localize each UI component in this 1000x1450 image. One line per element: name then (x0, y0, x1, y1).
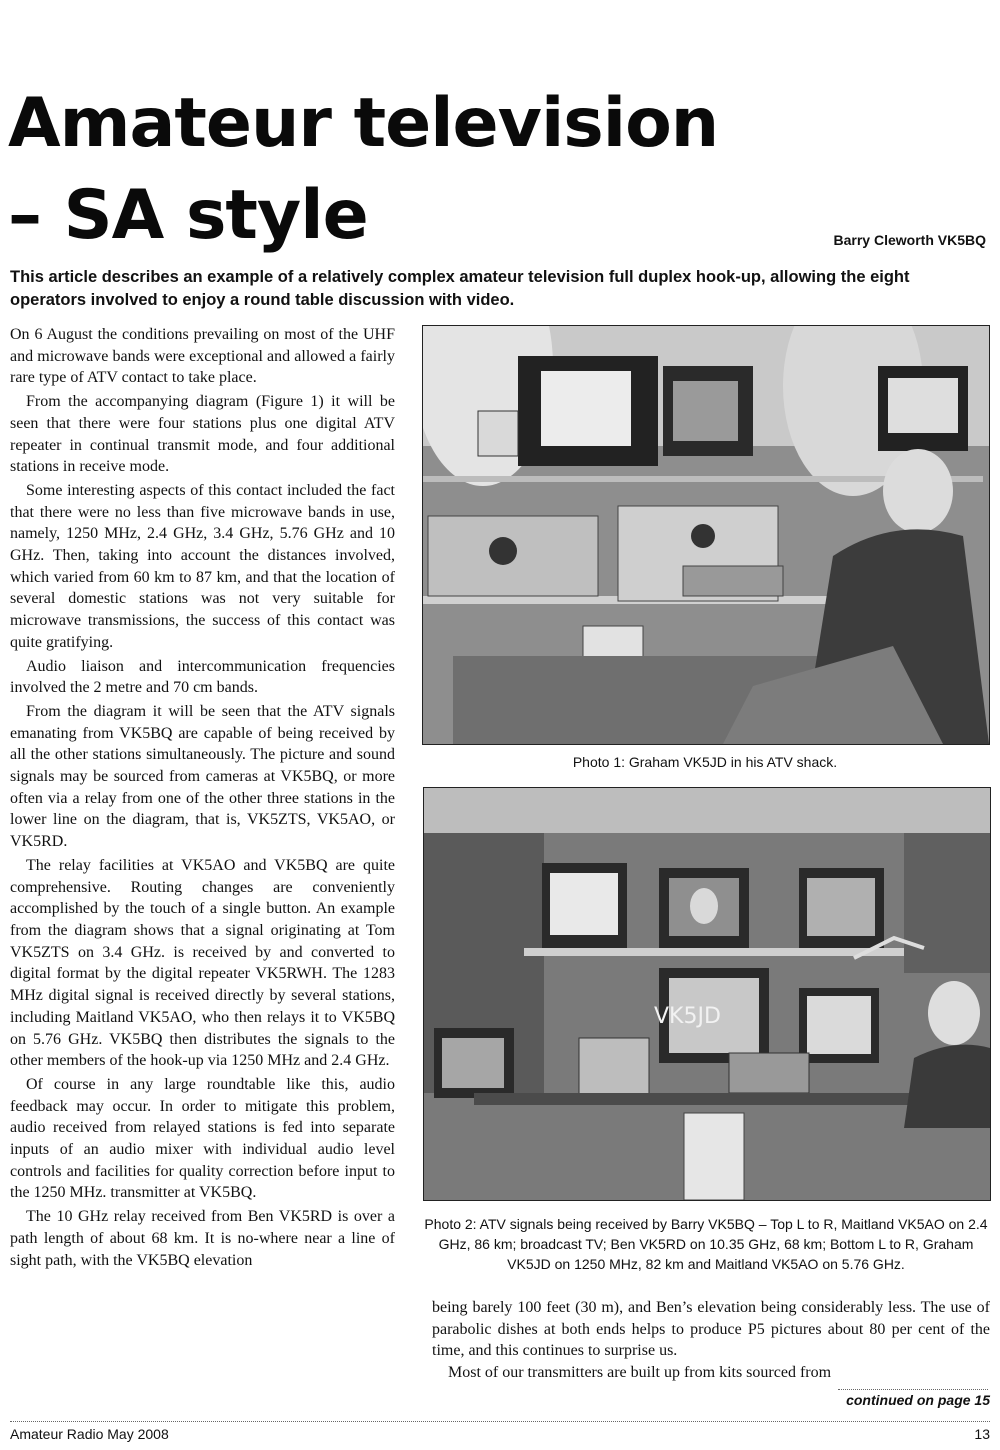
footer-rule (10, 1421, 990, 1422)
body-paragraph: Some interesting aspects of this contact included the fact that there were no less than five microwave bands in use, namely, 1250 MHz, 2.4 GHz, 3.4 GHz, 5.76 GHz and 10 GHz. Then, taking into account the distances involved, which varied from 60 km to 87 km, and that the location of several domestic stations was not very suitable for microwave transmissions, the success of this contact was quite gratifying. (10, 481, 395, 651)
continued-rule (838, 1389, 988, 1390)
photo-1-caption: Photo 1: Graham VK5JD in his ATV shack. (572, 754, 838, 770)
page-number: 13 (974, 1426, 990, 1442)
body-column-left (10, 324, 395, 1273)
photo-1 (422, 325, 990, 745)
body-paragraph: The 10 GHz relay received from Ben VK5RD is over a path length of about 68 km. It is no-where near a line of sight path, with the VK5BQ elevation (10, 1208, 395, 1269)
body-paragraph: The relay facilities at VK5AO and VK5BQ are quite comprehensive. Routing changes are conveniently accomplished by the touch of a single button. An example from the diagram shows that a signal originating at Tom VK5ZTS on 3.4 GHz. is received by and converted to digital format by the digital repeater VK5RWH. The 1283 MHz digital signal is received directly by several stations, including Maitland VK5AO, who then relays it to VK5BQ on 5.76 GHz. VK5BQ then distributes the signals to the other members of the hook-up via 1250 MHz and 2.4 GHz. (10, 856, 395, 1070)
body-column-right (432, 1297, 990, 1384)
title-line-2: – SA style (8, 176, 368, 255)
article-title (8, 78, 908, 262)
continued-note: continued on page 15 (846, 1392, 990, 1408)
title-line-1: Amateur television (8, 84, 719, 163)
body-paragraph: Of course in any large roundtable like this, audio feedback may occur. In order to mitigate this problem, audio received from relayed stations is fed into separate inputs of an audio mixer with individual audio level controls and facilities for quality correction before input to the 1250 MHz. transmitter at VK5BQ. (10, 1075, 395, 1202)
standfirst: This article describes an example of a relatively complex amateur television full duplex hook-up, allowing the eight operators involved to enjoy a round table discussion with video. (10, 268, 910, 309)
photo-1-image (423, 326, 989, 744)
publication-footer: Amateur Radio May 2008 (10, 1426, 169, 1442)
body-paragraph: From the diagram it will be seen that the ATV signals emanating from VK5BQ are capable of being received by all the other stations simultaneously. The picture and sound signals may be sourced from cameras at VK5BQ, or more often via a relay from one of the other three stations in the lower line on the diagram, that is, VK5ZTS, VK5AO, or VK5RD. (10, 702, 395, 851)
body-paragraph: On 6 August the conditions prevailing on most of the UHF and microwave bands were exceptional and allowed a fairly rare type of ATV contact to take place. (10, 326, 395, 387)
photo-2-overlay-text: VK5JD (654, 1004, 721, 1029)
body-paragraph: Most of our transmitters are built up from kits sourced from (448, 1364, 832, 1382)
body-paragraph: From the accompanying diagram (Figure 1) it will be seen that there were four stations plus one digital ATV repeater in continual transmit mode, and four additional stations in receive mode. (10, 393, 395, 476)
body-paragraph: Audio liaison and intercommunication frequencies involved the 2 metre and 70 cm bands. (10, 657, 395, 697)
byline: Barry Cleworth VK5BQ (833, 232, 986, 248)
photo-2 (423, 787, 991, 1201)
body-paragraph: being barely 100 feet (30 m), and Ben’s elevation being considerably less. The use of parabolic dishes at both ends helps to produce P5 pictures about 80 per cent of the time, and this continues to surprise us. (432, 1299, 990, 1360)
photo-2-image (424, 788, 990, 1200)
photo-2-caption: Photo 2: ATV signals being received by Barry VK5BQ – Top L to R, Maitland VK5AO on 2.4 GHz, 86 km; broadcast TV; Ben VK5RD on 10.35 GHz, 68 km; Bottom L to R, Graham VK5JD on 1250 MHz, 82 km and Maitland VK5AO on 5.76 GHz. (424, 1216, 988, 1272)
